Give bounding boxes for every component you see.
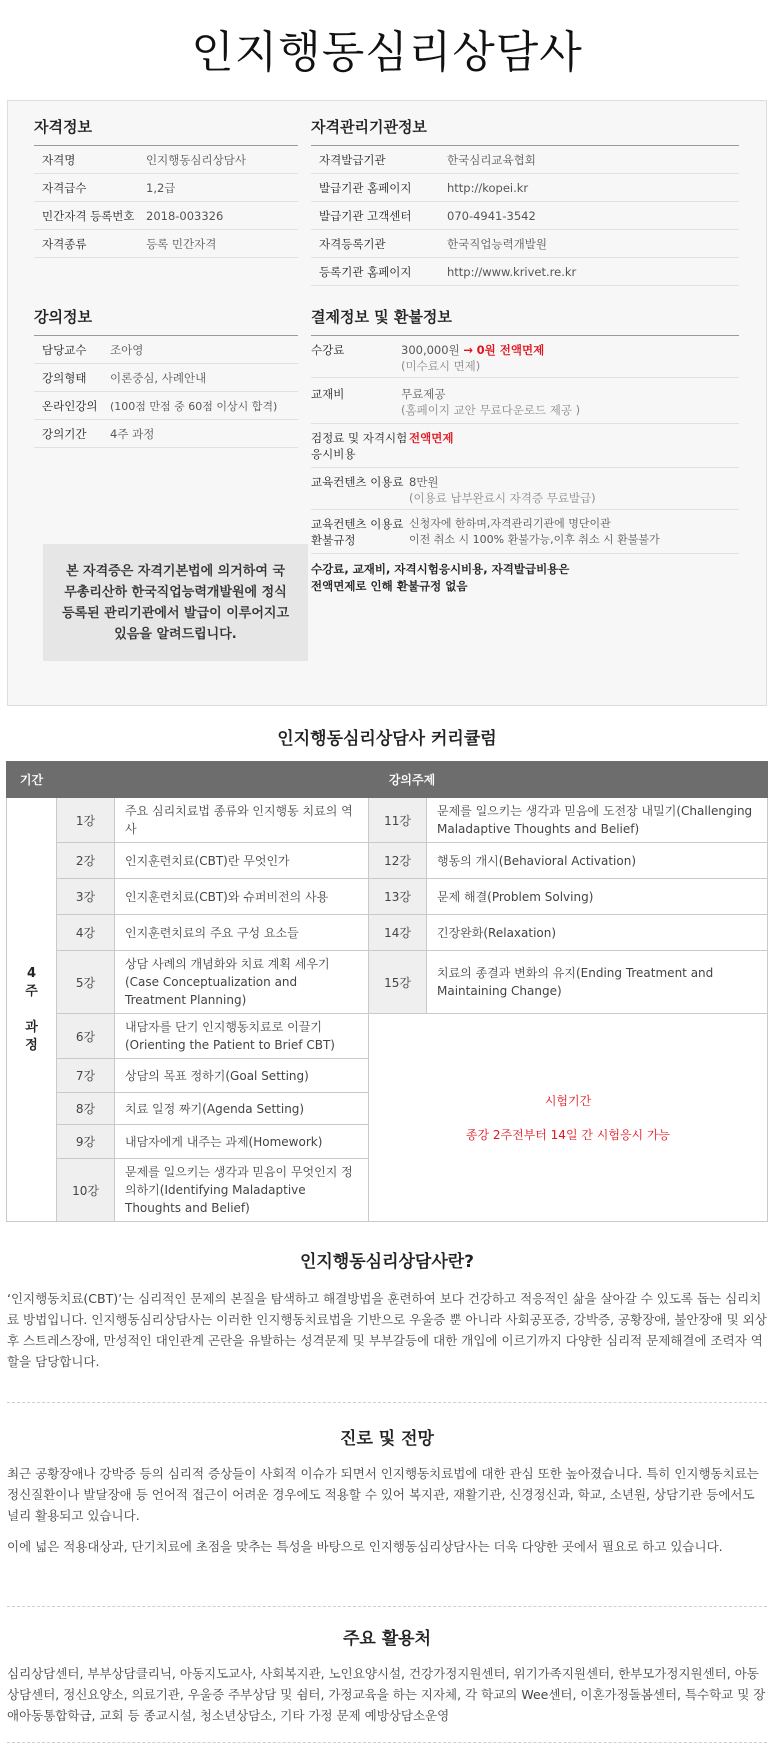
lecture-info-panel xyxy=(34,306,298,448)
exam-desc: 종강 2주전부터 14일 간 시험응시 가능 xyxy=(465,1127,671,1142)
exam-period-cell xyxy=(369,1014,768,1222)
info-box xyxy=(7,100,767,706)
table-row: 7강 상담의 목표 정하기(Goal Setting) xyxy=(7,1059,768,1093)
table-row: 10강 문제를 일으키는 생각과 믿음이 무엇인지 정의하기(Identifying Maladaptive Thoughts and Belief) xyxy=(7,1159,768,1222)
qual-info-list xyxy=(34,146,298,258)
curriculum-table xyxy=(6,761,768,1222)
list-item: 수강료 300,000원 → 0원 전액면제 (미수료시 면제) xyxy=(311,336,739,378)
about-body: ‘인지행동치료(CBT)’는 심리적인 문제의 본질을 탐색하고 해결방법을 훈련하여 보다 건강하고 적응적인 삶을 살아갈 수 있도록 돕는 심리치료 방법입니다. 인지행동심리상담사는 이러한 인지행동치료법을 기반으로 우울증 뿐 아니라 사회공포증, 강박증, 공황장애, 불안장애 및 외상 후 스트레스장애, 만성적인 대인관계 곤란을 유발하는 성격문제 및 부부갈등에 대한 개입에 이르기까지 다양한 심리적 문제해결에 조력자 역할을 담당합니다. xyxy=(7,1291,767,1369)
curriculum-title: 인지행동심리상담사 커리큘럼 xyxy=(277,729,497,749)
usage-section xyxy=(0,1624,774,1726)
period-cell: 4 주 과 정 xyxy=(7,798,57,1222)
list-item: 자격종류 등록 민간자격 xyxy=(34,230,298,258)
payment-title: 결제정보 및 환불정보 xyxy=(311,306,739,336)
qual-info-panel xyxy=(34,116,298,258)
table-row: 6강 내담자를 단기 인지행동치료로 이끌기(Orienting the Patient to Brief CBT) 시험기간 종강 2주전부터 14일 간 시험응시 가능 xyxy=(7,1014,768,1059)
career-p2: 이에 넓은 적용대상과, 단기치료에 초점을 맞추는 특성을 바탕으로 인지행동심리상담사는 더욱 다양한 곳에서 필요로 하고 있습니다. xyxy=(7,1539,723,1554)
table-row: 4강 인지훈련치료의 주요 구성 요소들 14강 긴장완화(Relaxation) xyxy=(7,915,768,951)
list-item: 자격명 인지행동심리상담사 xyxy=(34,146,298,174)
header-period: 기간 xyxy=(7,762,57,798)
org-info-list xyxy=(311,146,739,286)
list-item: 검정료 및 자격시험 응시비용 전액면제 xyxy=(311,424,739,468)
payment-panel xyxy=(311,306,739,600)
lecture-info-list xyxy=(34,336,298,448)
list-item: 자격등록기관 한국직업능력개발원 xyxy=(311,230,739,258)
list-item: 발급기관 홈페이지 http://kopei.kr xyxy=(311,174,739,202)
kopei-link[interactable]: http://kopei.kr xyxy=(447,180,529,195)
list-item: 강의형태 이론중심, 사례안내 xyxy=(34,364,298,392)
divider xyxy=(7,1402,767,1403)
list-item: 등록기관 홈페이지 http://www.krivet.re.kr xyxy=(311,258,739,286)
usage-body: 심리상담센터, 부부상담클리닉, 아동지도교사, 사회복지관, 노인요양시설, 건강가정지원센터, 위기가족지원센터, 한부모가정지원센터, 아동상담센터, 정신요양소, 의료기관, 우울증 주부상담 및 쉼터, 가정교육을 하는 지자체, 각 학교의 Wee센터, 이혼가정돌봄센터, 특수학교 및 장애아동통합학급, 교회 등 종교시설, 청소년상담소, 기타 가정 문제 예방상담소운영 xyxy=(7,1666,766,1723)
page-title: 인지행동심리상담사 xyxy=(191,27,583,78)
krivet-link[interactable]: http://www.krivet.re.kr xyxy=(447,264,577,279)
divider xyxy=(7,1742,767,1743)
list-item: 담당교수 조아영 xyxy=(34,336,298,364)
list-item: 발급기관 고객센터 070-4941-3542 xyxy=(311,202,739,230)
career-p1: 최근 공황장애나 강박증 등의 심리적 증상들이 사회적 이슈가 되면서 인지행동치료법에 대한 관심 또한 높아졌습니다. 특히 인지행동치료는 정신질환이나 발달장애 등 언어적 접근이 어려운 경우에도 적용할 수 있어 복지관, 재활기관, 신경정신과, 학교, 소년원, 상담기관 등에서도 널리 활용되고 있습니다. xyxy=(7,1466,759,1523)
table-row: 4 주 과 정 1강 주요 심리치료법 종류와 인지행동 치료의 역사 11강 문제를 일으키는 생각과 믿음에 도전장 내밀기(Challenging Maladaptive Thoughts and Belief) xyxy=(7,798,768,843)
about-section xyxy=(0,1247,774,1372)
list-item: 교재비 무료제공 (홈페이지 교안 무료다운로드 제공 ) xyxy=(311,378,739,424)
list-item: 온라인강의 (100점 만점 중 60점 이상시 합격) xyxy=(34,392,298,420)
list-item: 민간자격 등록번호 2018-003326 xyxy=(34,202,298,230)
list-item: 수강료, 교재비, 자격시험응시비용, 자격발급비용은 전액면제로 인해 환불규정 없음 xyxy=(311,562,570,593)
list-item: 교육컨텐츠 이용료 환불규정 신청자에 한하며,자격관리기관에 명단이관 이전 취소 시 100% 환불가능,이후 취소 시 환불불가 xyxy=(311,510,739,554)
registration-notice: 본 자격증은 자격기본법에 의거하여 국무총리산하 한국직업능력개발원에 정식 등록된 관리기관에서 발급이 이루어지고 있음을 알려드립니다. xyxy=(43,544,308,661)
table-row: 5강 상담 사례의 개념화와 치료 계획 세우기(Case Conceptualization and Treatment Planning) 15강 치료의 종결과 변화의 유지(Ending Treatment and Maintaining Change) xyxy=(7,951,768,1014)
qual-info-title: 자격정보 xyxy=(34,116,298,146)
list-item: 교육컨텐츠 이용료 8만원 (이용료 납부완료시 자격증 무료발급) xyxy=(311,468,739,510)
list-item: 자격발급기관 한국심리교육협회 xyxy=(311,146,739,174)
usage-title: 주요 활용처 xyxy=(342,1629,432,1649)
table-row: 2강 인지훈련치료(CBT)란 무엇인가 12강 행동의 개시(Behavioral Activation) xyxy=(7,843,768,879)
list-item: 자격급수 1,2급 xyxy=(34,174,298,202)
exam-title: 시험기간 xyxy=(544,1093,592,1108)
divider xyxy=(7,1606,767,1607)
org-info-panel xyxy=(311,116,739,286)
career-title: 진로 및 전망 xyxy=(340,1429,434,1449)
lecture-info-title: 강의정보 xyxy=(34,306,298,336)
table-row: 3강 인지훈련치료(CBT)와 슈퍼비전의 사용 13강 문제 해결(Problem Solving) xyxy=(7,879,768,915)
table-row: 9강 내담자에게 내주는 과제(Homework) xyxy=(7,1125,768,1159)
org-info-title: 자격관리기관정보 xyxy=(311,116,739,146)
table-row: 8강 치료 일정 짜기(Agenda Setting) xyxy=(7,1093,768,1125)
list-item: 강의기간 4주 과정 xyxy=(34,420,298,448)
header-topic: 강의주제 xyxy=(57,762,768,798)
about-title: 인지행동심리상담사란? xyxy=(299,1252,475,1272)
payment-list xyxy=(311,336,739,600)
career-section xyxy=(0,1424,774,1557)
